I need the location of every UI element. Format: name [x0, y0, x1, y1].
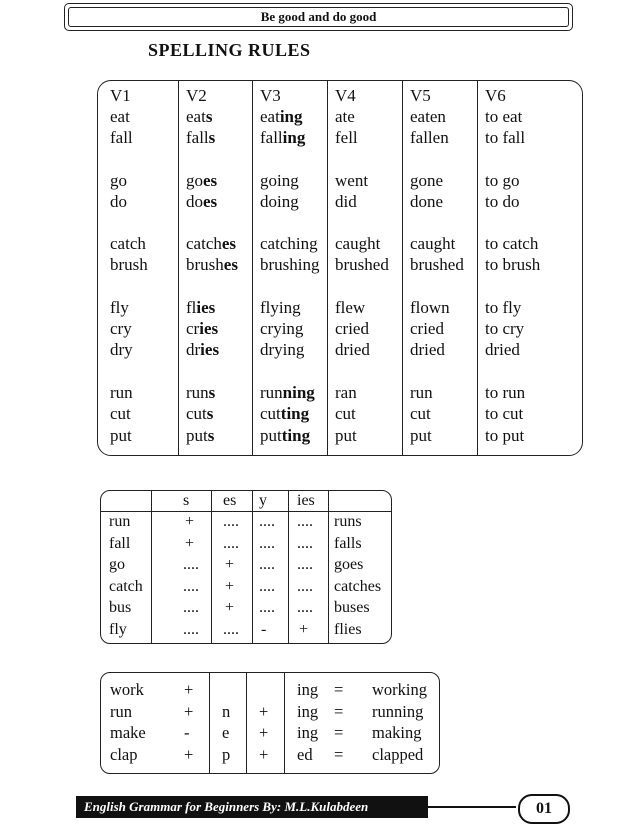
verb-table-cell: [260, 339, 304, 360]
suffix-table-column-divider: [151, 491, 152, 643]
verb-suffix: es: [203, 192, 218, 211]
verb-table-cell: [335, 106, 355, 127]
verb-table-cell: [410, 425, 432, 446]
verb-table-cell: [186, 106, 212, 127]
verb-stem: cry: [110, 319, 132, 338]
verb-stem: to cry: [485, 319, 525, 338]
verb-suffix: ting: [281, 426, 311, 445]
suffix-table-mark: +: [185, 534, 195, 552]
verb-stem: flew: [335, 298, 366, 317]
suffix-table-mark: ....: [183, 599, 199, 616]
verb-stem: brushing: [260, 255, 320, 274]
ing-table-column-divider: [246, 673, 247, 773]
verb-table-header: V3: [260, 86, 281, 105]
suffix-table-result: falls: [334, 534, 362, 552]
suffix-table-mark: ....: [259, 599, 275, 616]
verb-table-cell: [110, 191, 127, 212]
verb-table-cell: [110, 170, 127, 191]
verb-stem: fl: [186, 298, 197, 317]
suffix-table-mark: ....: [183, 556, 199, 573]
verb-stem: to eat: [485, 107, 523, 126]
verb-table-cell: [410, 297, 450, 318]
verb-table-cell: [260, 127, 305, 148]
suffix-table-mark: +: [225, 577, 235, 595]
suffix-table-mark: ....: [183, 577, 199, 595]
verb-table-cell: [110, 425, 132, 446]
suffix-table-verb: fall: [109, 534, 131, 552]
verb-table-header: V6: [485, 86, 506, 105]
verb-stem: catching: [260, 234, 318, 253]
verb-stem: to fall: [485, 128, 526, 147]
suffix-table-mark: ....: [259, 577, 275, 595]
ing-table-result: clapped: [372, 744, 424, 764]
verb-stem: cut: [410, 404, 431, 423]
suffix-table-verb: catch: [109, 577, 143, 595]
ing-table-equals: =: [334, 723, 344, 742]
ing-table-suffix: ing: [297, 680, 319, 699]
verb-table-cell: [110, 297, 129, 318]
suffix-table-mark: ....: [297, 577, 313, 595]
verb-stem: to catch: [485, 234, 539, 253]
suffix-table-verb: run: [109, 513, 131, 530]
verb-table-cell: [186, 254, 238, 275]
verb-table-cell: [335, 127, 358, 148]
verb-suffix: s: [206, 404, 214, 423]
footer-bar: [76, 796, 428, 818]
verb-stem: put: [260, 426, 282, 445]
suffix-table-result: flies: [334, 620, 362, 638]
verb-table-cell: [410, 318, 444, 339]
verb-table-cell: [335, 425, 357, 446]
verb-suffix: ing: [282, 128, 306, 147]
verb-table-cell: [485, 127, 525, 148]
verb-suffix: s: [205, 107, 213, 126]
suffix-table-mark: -: [261, 620, 267, 638]
verb-table-cell: [410, 382, 433, 403]
verb-table-cell: [186, 425, 214, 446]
verb-suffix: ning: [282, 383, 315, 402]
verb-table-cell: [335, 382, 357, 403]
suffix-table-verb: fly: [109, 620, 127, 638]
ing-suffix-table: [100, 672, 440, 774]
verb-table-cell: [186, 382, 215, 403]
ing-table-result: making: [372, 723, 422, 742]
verb-stem: do: [110, 192, 127, 211]
verb-stem: crying: [260, 319, 304, 338]
verb-stem: flown: [410, 298, 450, 317]
verb-stem: gone: [410, 171, 444, 190]
verb-stem: run: [260, 383, 283, 402]
verb-stem: fly: [110, 298, 129, 317]
suffix-table-column-divider: [288, 491, 289, 643]
verb-table-cell: [260, 403, 309, 424]
verb-table-cell: [186, 191, 217, 212]
suffix-table-mark: ....: [259, 556, 275, 573]
verb-table-column-divider: [178, 81, 179, 455]
verb-table-cell: [110, 318, 132, 339]
verb-table-cell: [485, 297, 521, 318]
suffix-table-mark: ....: [183, 620, 199, 638]
verb-stem: eat: [110, 107, 130, 126]
verb-table-cell: [335, 233, 380, 254]
verb-stem: to brush: [485, 255, 541, 274]
suffix-table-mark: ....: [297, 556, 313, 573]
verb-stem: put: [186, 426, 208, 445]
verb-suffix: s: [207, 426, 215, 445]
verb-table-cell: [485, 339, 520, 360]
verb-table-header: V4: [335, 86, 356, 105]
verb-table-cell: [485, 106, 522, 127]
verb-suffix: es: [223, 255, 238, 274]
verb-table-cell: [410, 191, 443, 212]
verb-stem: dry: [110, 340, 133, 359]
verb-table-cell: [260, 318, 303, 339]
suffix-table-verb: go: [109, 556, 125, 573]
verb-stem: dried: [410, 340, 445, 359]
ing-table-equals: =: [334, 701, 344, 721]
suffix-table-mark: +: [299, 620, 309, 638]
verb-forms-table: [97, 80, 583, 456]
verb-table-header: V5: [410, 86, 431, 105]
verb-stem: to fly: [485, 298, 522, 317]
ing-table-column-divider: [209, 673, 210, 773]
verb-suffix: ting: [280, 404, 310, 423]
verb-stem: cried: [335, 319, 369, 338]
verb-stem: go: [186, 171, 203, 190]
ing-table-mark: +: [184, 701, 194, 721]
verb-table-cell: [186, 339, 219, 360]
verb-table-cell: [410, 233, 455, 254]
verb-stem: doing: [260, 192, 299, 211]
verb-stem: run: [186, 383, 209, 402]
suffix-table-column-divider: [252, 491, 253, 643]
ing-table-verb: work: [110, 680, 144, 699]
verb-table-header: V2: [186, 86, 207, 105]
verb-table-cell: [410, 127, 449, 148]
verb-suffix: s: [208, 383, 216, 402]
ing-table-column-divider: [284, 673, 285, 773]
ing-table-mark: -: [184, 723, 190, 742]
verb-table-cell: [110, 254, 148, 275]
verb-table-cell: [260, 191, 299, 212]
suffix-table-mark: ....: [223, 534, 239, 552]
verb-table-cell: [110, 403, 131, 424]
suffix-table-mark: +: [225, 556, 235, 573]
verb-stem: caught: [335, 234, 381, 253]
verb-stem: catch: [110, 234, 146, 253]
verb-table-cell: [410, 170, 443, 191]
verb-stem: cut: [110, 404, 131, 423]
verb-stem: brushed: [410, 255, 464, 274]
suffix-table: [100, 490, 392, 644]
verb-stem: dried: [335, 340, 370, 359]
ing-table-suffix: ed: [297, 744, 313, 764]
verb-stem: to put: [485, 426, 525, 445]
verb-table-cell: [260, 254, 320, 275]
verb-table-cell: [110, 382, 133, 403]
verb-stem: went: [335, 171, 369, 190]
verb-stem: fallen: [410, 128, 449, 147]
ing-table-suffix: ing: [297, 723, 319, 742]
page-title: SPELLING RULES: [148, 40, 311, 60]
suffix-table-header: s: [183, 492, 190, 509]
verb-stem: to do: [485, 192, 520, 211]
suffix-table-mark: ....: [297, 534, 313, 552]
verb-table-cell: [410, 403, 431, 424]
verb-table-header: V1: [110, 86, 131, 105]
verb-stem: put: [110, 426, 132, 445]
verb-stem: brushed: [335, 255, 389, 274]
ing-table-letter: n: [222, 701, 231, 721]
verb-suffix: ies: [200, 340, 220, 359]
ing-table-equals: =: [334, 744, 344, 764]
ing-table-letter: p: [222, 744, 231, 764]
verb-stem: fall: [186, 128, 209, 147]
verb-stem: going: [260, 171, 299, 190]
footer-text: English Grammar for Beginners By: M.L.Kulabdeen: [84, 799, 369, 814]
suffix-table-header: y: [259, 492, 267, 509]
suffix-table-result: catches: [334, 577, 382, 595]
verb-table-cell: [485, 191, 519, 212]
verb-stem: cut: [335, 404, 356, 423]
verb-table-cell: [485, 170, 519, 191]
verb-table-cell: [110, 233, 146, 254]
header-banner: [64, 3, 573, 31]
verb-stem: done: [410, 192, 444, 211]
suffix-table-mark: +: [185, 513, 195, 530]
ing-table-verb: run: [110, 701, 132, 721]
verb-table-cell: [335, 403, 356, 424]
suffix-table-mark: ....: [223, 513, 239, 530]
page-number-badge: [518, 794, 570, 824]
verb-table-column-divider: [402, 81, 403, 455]
verb-stem: fall: [260, 128, 283, 147]
verb-suffix: es: [203, 171, 218, 190]
ing-table-letter: e: [222, 723, 230, 742]
verb-stem: catch: [186, 234, 222, 253]
header-title: Be good and do good: [68, 7, 569, 27]
verb-table-cell: [410, 254, 464, 275]
verb-table-cell: [110, 339, 133, 360]
suffix-table-result: runs: [334, 513, 362, 530]
ing-table-mark: +: [259, 701, 269, 721]
suffix-table-mark: ....: [259, 534, 275, 552]
suffix-table-column-divider: [328, 491, 329, 643]
verb-stem: run: [410, 383, 433, 402]
verb-suffix: ing: [279, 107, 303, 126]
verb-stem: fell: [335, 128, 358, 147]
verb-suffix: s: [208, 128, 216, 147]
verb-table-cell: [335, 170, 368, 191]
ing-table-result: working: [372, 680, 427, 699]
verb-stem: put: [410, 426, 432, 445]
page-number: 01: [536, 800, 552, 817]
verb-table-cell: [485, 403, 523, 424]
ing-table-verb: make: [110, 723, 146, 742]
verb-suffix: ies: [199, 319, 219, 338]
ing-table-mark: +: [184, 680, 194, 699]
suffix-table-result: buses: [334, 599, 370, 616]
verb-stem: did: [335, 192, 357, 211]
suffix-table-header: ies: [297, 492, 315, 509]
verb-stem: go: [110, 171, 127, 190]
verb-stem: cr: [186, 319, 200, 338]
verb-table-cell: [186, 233, 236, 254]
verb-stem: cut: [260, 404, 281, 423]
ing-table-verb: clap: [110, 744, 138, 764]
verb-stem: fall: [110, 128, 133, 147]
verb-table-column-divider: [327, 81, 328, 455]
verb-table-cell: [186, 297, 215, 318]
verb-table-cell: [335, 254, 389, 275]
suffix-table-verb: bus: [109, 599, 132, 616]
suffix-table-mark: ....: [259, 513, 275, 530]
verb-table-cell: [485, 425, 524, 446]
verb-stem: run: [110, 383, 133, 402]
verb-stem: flying: [260, 298, 301, 317]
verb-stem: to run: [485, 383, 526, 402]
verb-suffix: ies: [196, 298, 216, 317]
verb-stem: caught: [410, 234, 456, 253]
verb-stem: eaten: [410, 107, 446, 126]
verb-stem: put: [335, 426, 357, 445]
verb-suffix: es: [221, 234, 237, 253]
verb-stem: eat: [186, 107, 206, 126]
ing-table-result: running: [372, 701, 424, 721]
verb-table-cell: [260, 170, 299, 191]
verb-table-cell: [410, 339, 445, 360]
verb-stem: cried: [410, 319, 444, 338]
verb-table-cell: [186, 170, 217, 191]
ing-table-mark: +: [184, 744, 194, 764]
verb-stem: drying: [260, 340, 305, 359]
suffix-table-header: es: [223, 492, 237, 509]
verb-stem: brush: [110, 255, 148, 274]
verb-table-cell: [260, 106, 303, 127]
verb-stem: brush: [186, 255, 224, 274]
suffix-table-mark: ....: [297, 599, 313, 616]
verb-stem: to cut: [485, 404, 524, 423]
ing-table-suffix: ing: [297, 701, 319, 721]
verb-table-cell: [260, 425, 310, 446]
suffix-table-column-divider: [211, 491, 212, 643]
verb-table-cell: [260, 233, 318, 254]
verb-table-cell: [335, 318, 369, 339]
verb-table-cell: [485, 382, 525, 403]
verb-stem: ate: [335, 107, 355, 126]
verb-table-cell: [260, 297, 301, 318]
suffix-table-mark: ....: [223, 620, 239, 638]
suffix-table-mark: +: [225, 599, 235, 616]
verb-stem: to go: [485, 171, 520, 190]
verb-table-cell: [110, 106, 130, 127]
verb-table-cell: [485, 233, 538, 254]
verb-stem: ran: [335, 383, 357, 402]
verb-stem: cut: [186, 404, 207, 423]
verb-stem: dried: [485, 340, 520, 359]
verb-table-cell: [186, 318, 218, 339]
verb-table-cell: [485, 254, 540, 275]
verb-table-cell: [335, 297, 365, 318]
verb-stem: dr: [186, 340, 201, 359]
verb-stem: eat: [260, 107, 280, 126]
verb-table-cell: [260, 382, 315, 403]
ing-table-mark: +: [259, 744, 269, 764]
verb-table-cell: [186, 127, 215, 148]
verb-table-cell: [410, 106, 446, 127]
suffix-table-result: goes: [334, 556, 364, 573]
verb-table-cell: [485, 318, 524, 339]
verb-table-column-divider: [477, 81, 478, 455]
verb-table-cell: [110, 127, 133, 148]
suffix-table-mark: ....: [297, 513, 313, 530]
ing-table-equals: =: [334, 680, 344, 699]
verb-table-cell: [335, 191, 357, 212]
verb-table-column-divider: [252, 81, 253, 455]
verb-stem: do: [186, 192, 203, 211]
verb-table-cell: [186, 403, 213, 424]
verb-table-cell: [335, 339, 370, 360]
ing-table-mark: +: [259, 723, 269, 742]
